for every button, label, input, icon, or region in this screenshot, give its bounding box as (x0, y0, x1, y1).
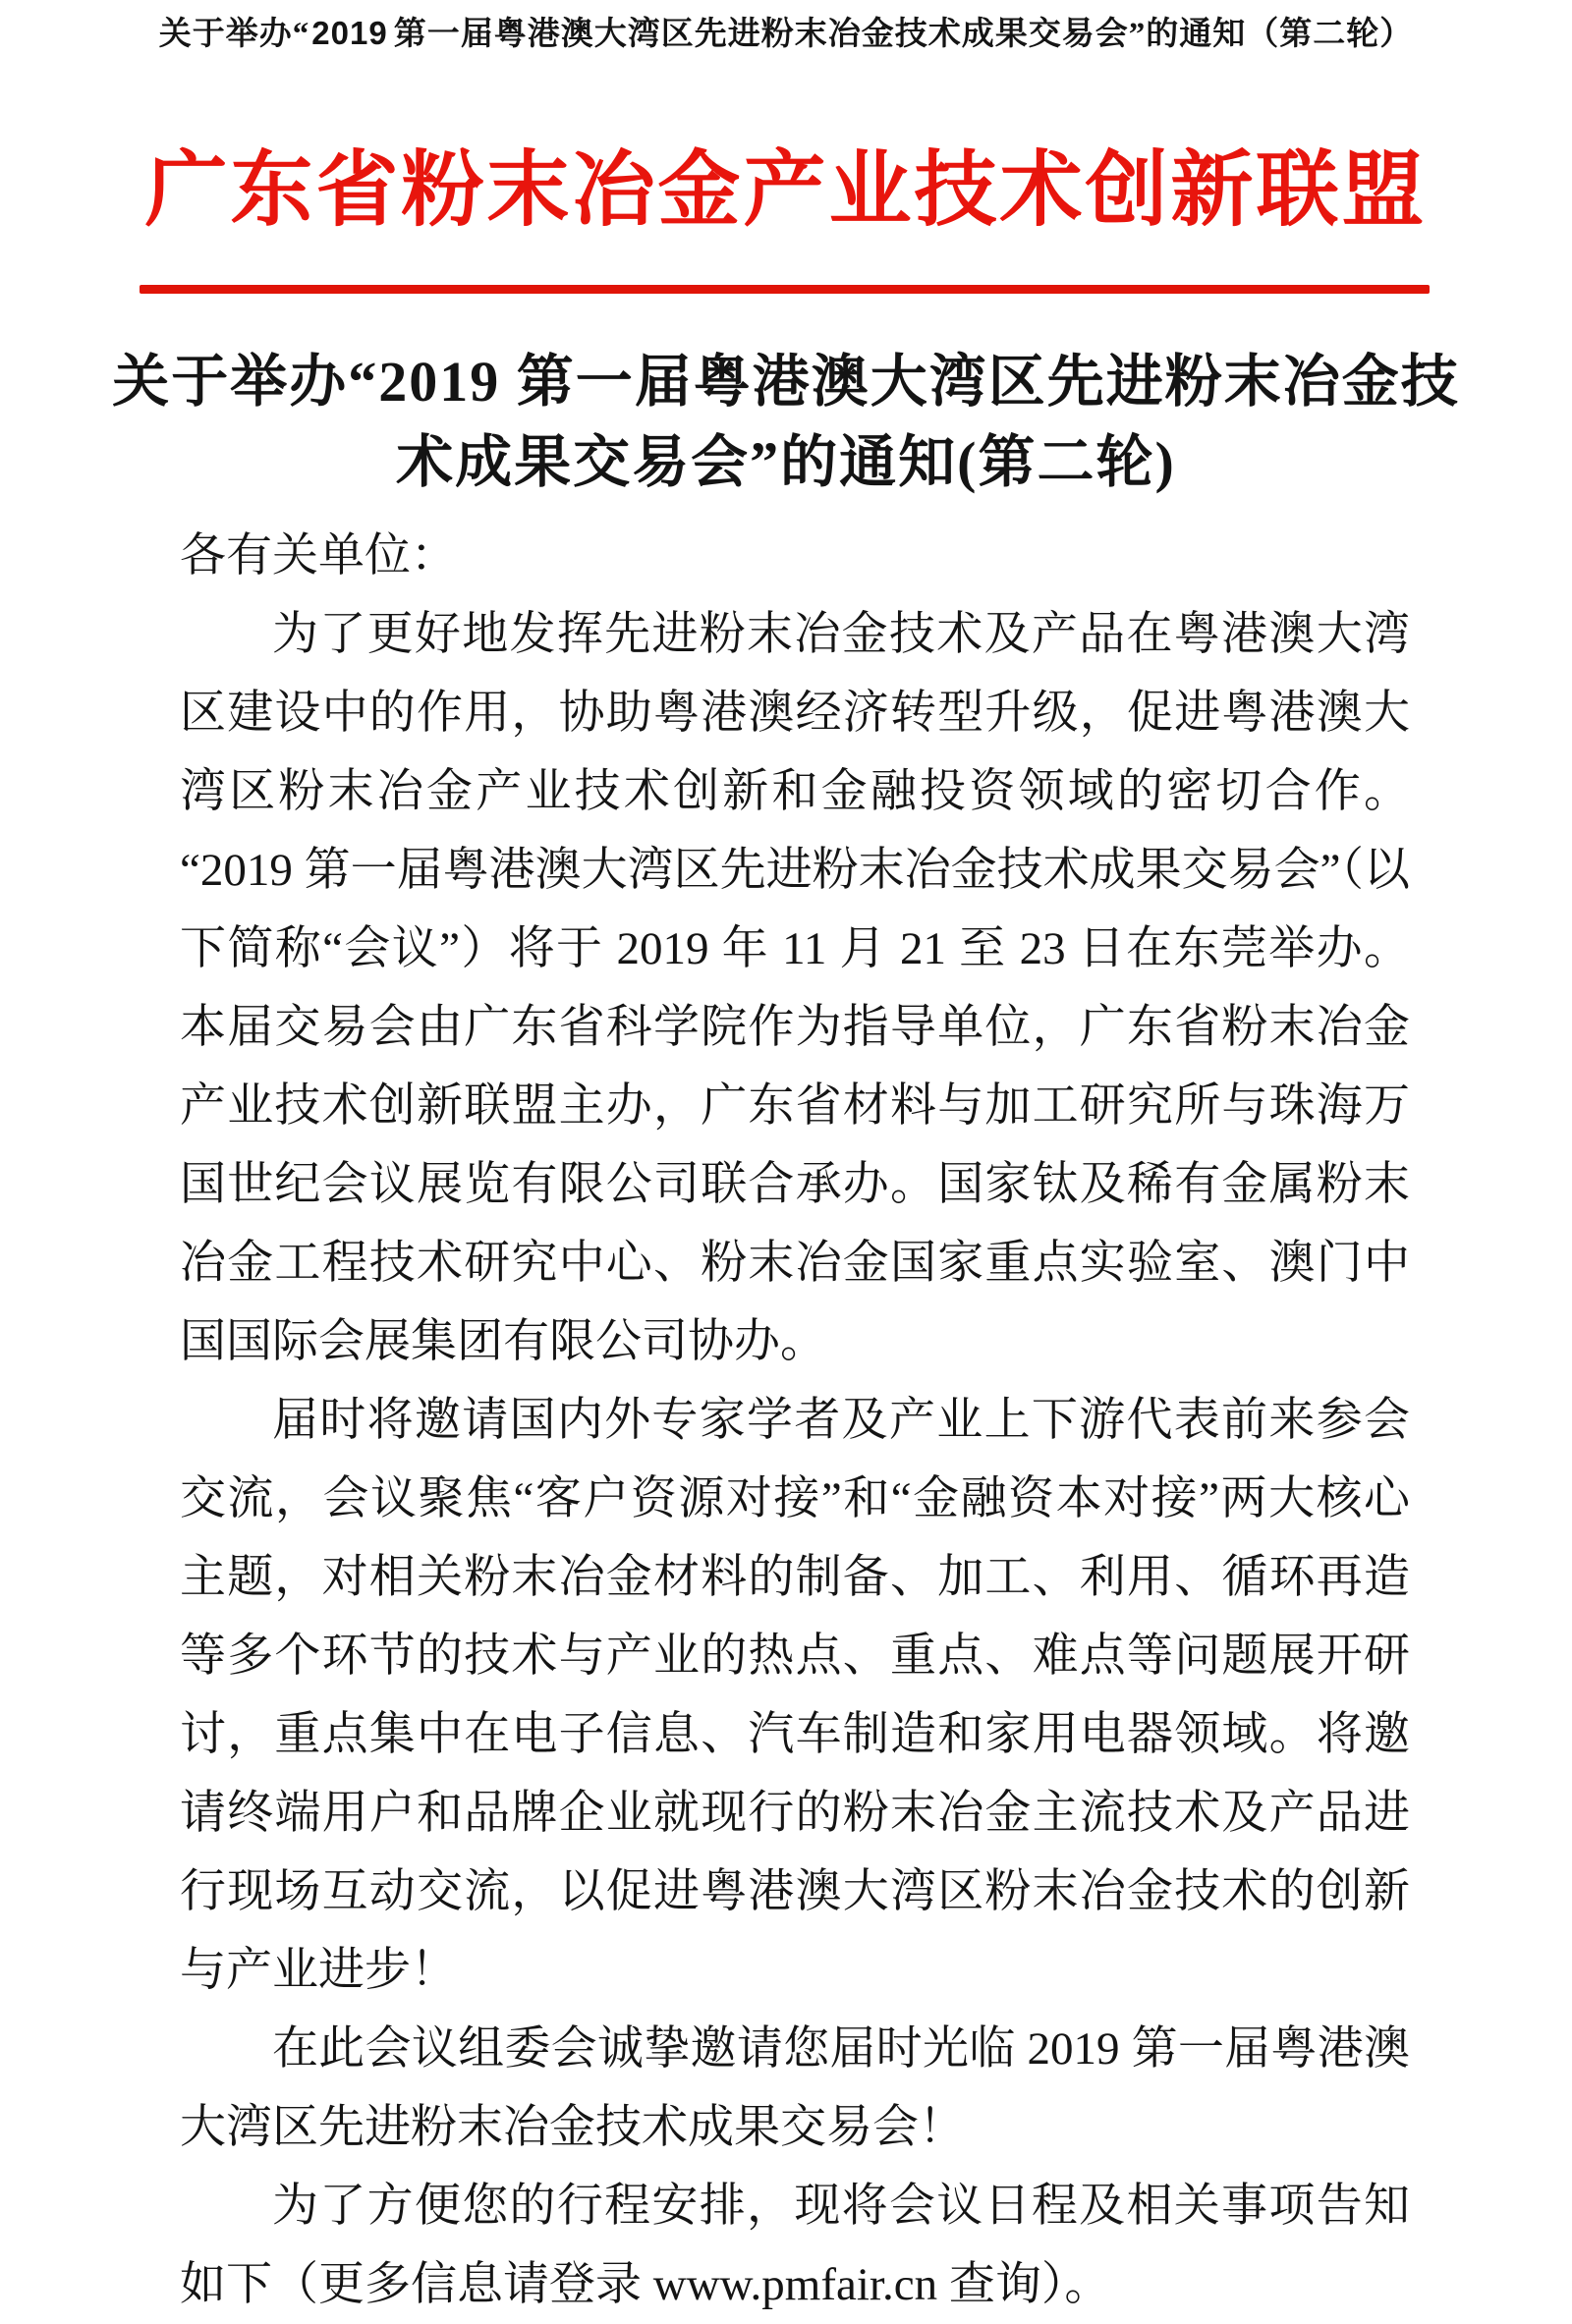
paragraph-4: 为了方便您的行程安排，现将会议日程及相关事项告知如下（更多信息请登录 www.pmfair.cn 查询）。 (180, 2181, 1410, 2310)
paragraph-3: 在此会议组委会诚挚邀请您届时光临 2019 第一届粤港澳大湾区先进粉末冶金技术成果交易会！ (180, 2023, 1410, 2153)
doc-title (79, 342, 1493, 503)
paragraph-2: 届时将邀请国内外专家学者及产业上下游代表前来参会交流，会议聚焦“客户资源对接”和“金融资本对接”两大核心主题，对相关粉末冶金材料的制备、加工、利用、循环再造等多个环节的技术与产业的热点、重点、难点等问题展开研讨，重点集中在电子信息、汽车制造和家用电器领域。将邀请终端用户和品牌企业就现行的粉末冶金主流技术及产品进行现场互动交流，以促进粤港澳大湾区粉末冶金技术的创新与产业进步！ (180, 1395, 1410, 1996)
doc-title-line-1: 关于举办“2019 第一届粤港澳大湾区先进粉末冶金技 (112, 350, 1460, 414)
paragraph-1: 为了更好地发挥先进粉末冶金技术及产品在粤港澳大湾区建设中的作用，协助粤港澳经济转型升级，促进粤港澳大湾区粉末冶金产业技术创新和金融投资领域的密切合作。“2019 第一届粤港澳大湾区先进粉末冶金技术成果交易会”（以下简称“会议”）将于 2019 年 11 月 21 至 23 日在东莞举办。本届交易会由广东省科学院作为指导单位，广东省粉末冶金产业技术创新联盟主办，广东省材料与加工研究所与珠海万国世纪会议展览有限公司联合承办。国家钛及稀有金属粉末冶金工程技术研究中心、粉末冶金国家重点实验室、澳门中国国际会展集团有限公司协办。 (180, 609, 1410, 1367)
page-header (0, 8, 1572, 54)
doc-body (180, 517, 1410, 2324)
page-header-year: 2019 (311, 15, 388, 51)
page-header-prefix: 关于举办“ (158, 17, 310, 52)
org-banner-title: 广东省粉末冶金产业技术创新联盟 (144, 143, 1428, 236)
page-header-rest: 第一届粤港澳大湾区先进粉末冶金技术成果交易会”的通知（第二轮） (393, 17, 1414, 52)
red-divider-rule (140, 285, 1430, 294)
doc-title-line-2: 术成果交易会”的通知(第二轮) (396, 430, 1176, 494)
salutation: 各有关单位： (180, 530, 457, 581)
